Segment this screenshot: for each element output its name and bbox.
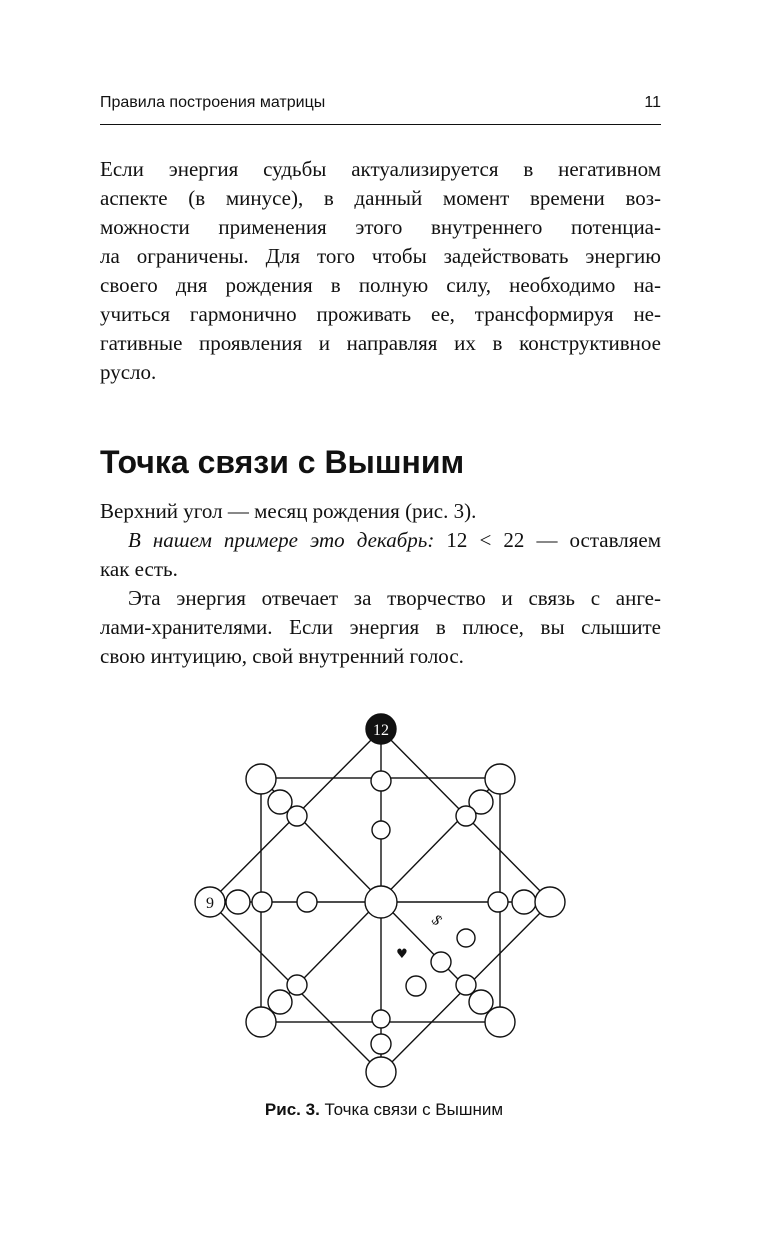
node xyxy=(406,976,426,996)
top-node-value: 12 xyxy=(373,722,389,739)
page-number: 11 xyxy=(644,94,661,111)
text-line: свою интуицию, свой внутренний голос. xyxy=(100,644,464,668)
text-line: Верхний угол — месяц рождения (рис. 3). xyxy=(100,499,477,523)
example-line xyxy=(100,526,661,555)
corner-node xyxy=(485,764,515,794)
node xyxy=(456,975,476,995)
node xyxy=(252,892,272,912)
node xyxy=(372,1010,390,1028)
caption-label: Рис. 3. xyxy=(264,1100,320,1119)
bottom-node xyxy=(366,1057,396,1087)
text-line: русло. xyxy=(100,360,157,384)
corner-node xyxy=(246,1007,276,1037)
corner-node xyxy=(246,764,276,794)
node xyxy=(287,806,307,826)
text-line: как есть. xyxy=(100,557,178,581)
text-line: аспекте (в минусе), в данный момент времени воз- xyxy=(100,186,661,210)
node xyxy=(371,1034,391,1054)
node xyxy=(431,952,451,972)
section-body xyxy=(100,497,661,671)
example-rest: 12 < 22 — оставляем xyxy=(434,528,661,552)
node xyxy=(226,890,250,914)
section-heading: Точка связи с Вышним xyxy=(100,444,465,480)
intro-paragraph xyxy=(100,155,661,387)
matrix-diagram xyxy=(190,710,580,1100)
node xyxy=(287,975,307,995)
text-line: Если энергия судьбы актуализируется в негативном xyxy=(100,157,661,181)
corner-node xyxy=(485,1007,515,1037)
example-italic: В нашем примере это декабрь: xyxy=(128,528,435,552)
right-node xyxy=(535,887,565,917)
center-node xyxy=(365,886,397,918)
figure-caption xyxy=(0,1097,768,1123)
text-line: Эта энергия отвечает за творчество и связь с анге- xyxy=(128,586,661,610)
node xyxy=(371,771,391,791)
text-line: своего дня рождения в полную силу, необходимо на- xyxy=(100,273,661,297)
caption-text: Точка связи с Вышним xyxy=(319,1100,504,1119)
node xyxy=(512,890,536,914)
section-title: Правила построения матрицы xyxy=(100,94,326,111)
text-line: ла ограничены. Для того чтобы задействовать энергию xyxy=(100,244,661,268)
node xyxy=(268,990,292,1014)
text-line: можности применения этого внутреннего потенциа- xyxy=(100,215,661,239)
text-line: гативные проявления и направляя их в конструктивное xyxy=(100,331,661,355)
node xyxy=(488,892,508,912)
node xyxy=(457,929,475,947)
heart-icon: ♥ xyxy=(396,947,408,962)
diagram-nodes xyxy=(195,714,565,1087)
left-node-value: 9 xyxy=(206,895,214,912)
text-line: лами-хранителями. Если энергия в плюсе, вы слышите xyxy=(100,615,661,639)
node xyxy=(297,892,317,912)
text-line: учиться гармонично проживать ее, трансформируя не- xyxy=(100,302,661,326)
node xyxy=(469,990,493,1014)
node xyxy=(372,821,390,839)
running-head xyxy=(100,88,661,125)
node xyxy=(456,806,476,826)
dollar-symbol: $ xyxy=(427,912,445,930)
